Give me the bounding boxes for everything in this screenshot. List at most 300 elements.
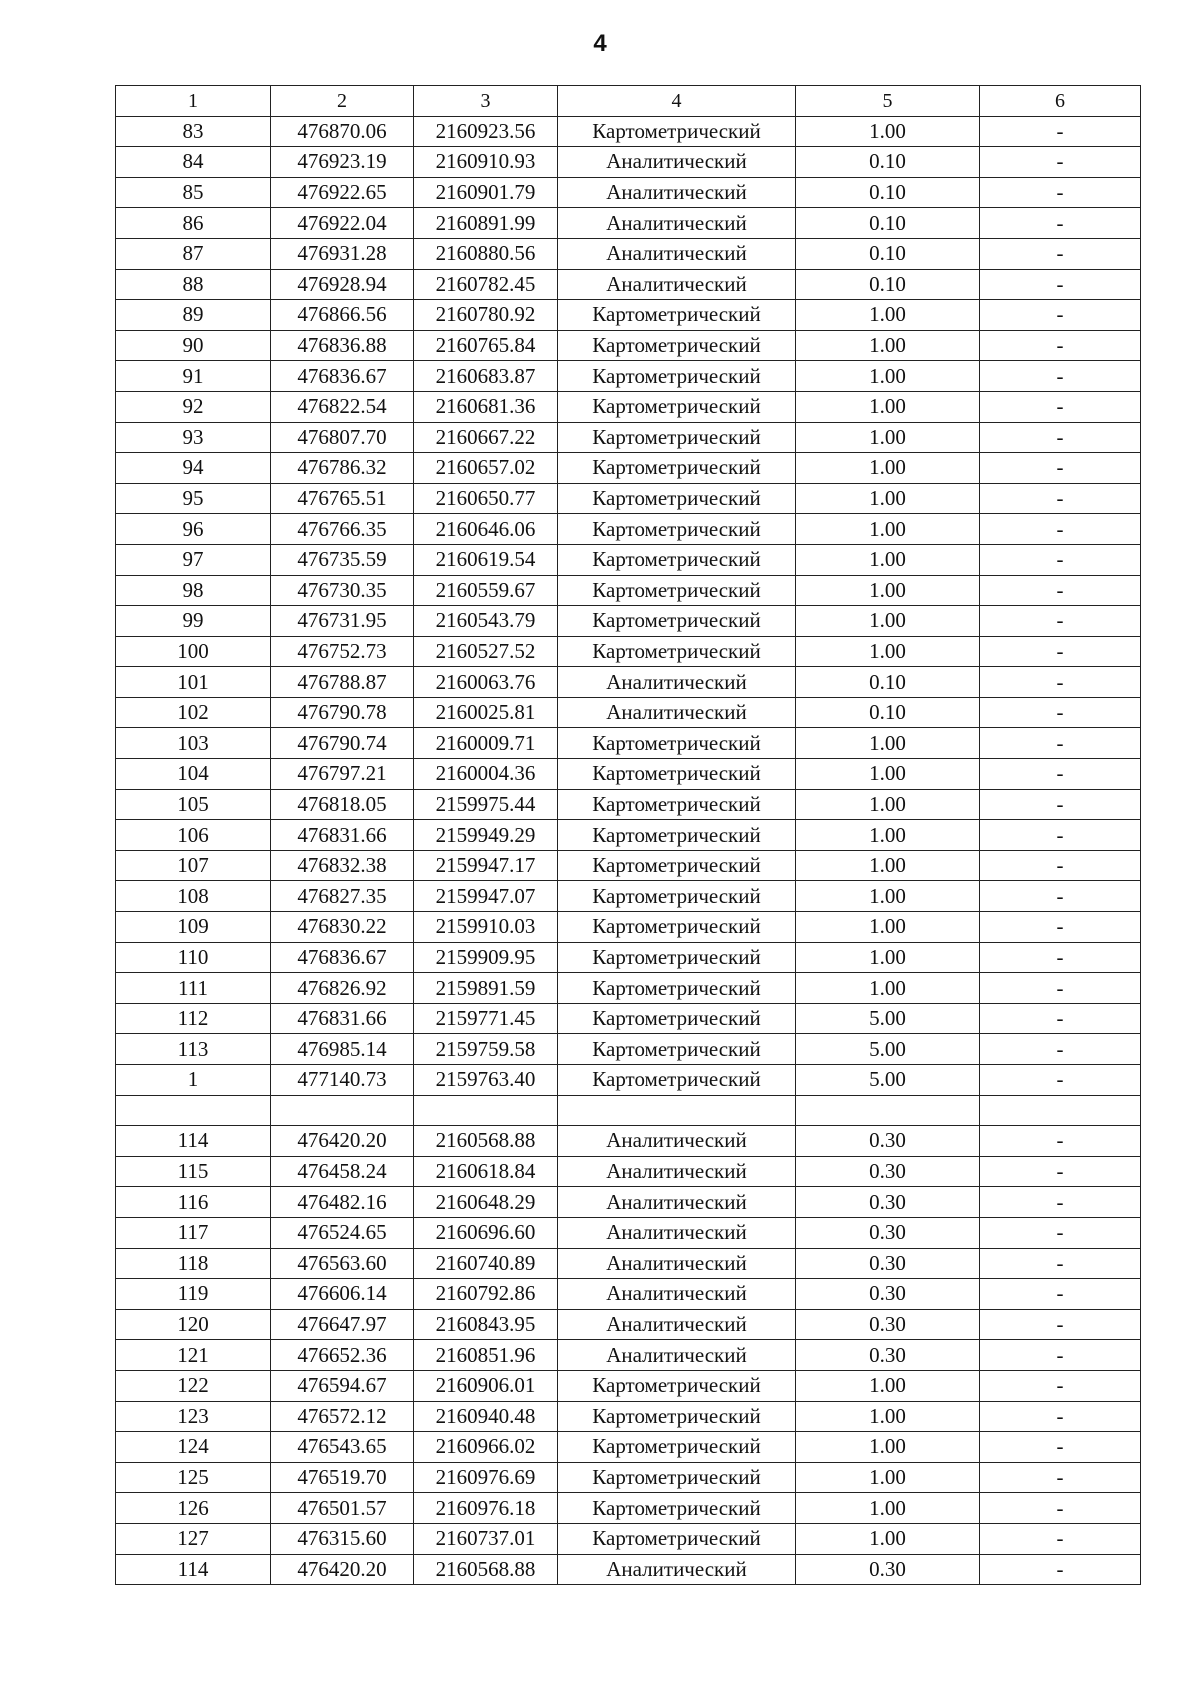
note-cell: - <box>980 789 1141 820</box>
y-coordinate-cell: 2160683.87 <box>414 361 558 392</box>
y-coordinate-cell: 2159891.59 <box>414 973 558 1004</box>
table-row <box>116 1095 1141 1126</box>
method-cell: Картометрический <box>558 636 796 667</box>
note-cell: - <box>980 1217 1141 1248</box>
note-cell: - <box>980 942 1141 973</box>
point-number-cell: 123 <box>116 1401 271 1432</box>
note-cell: - <box>980 1065 1141 1096</box>
accuracy-cell: 1.00 <box>796 1462 980 1493</box>
point-number-cell: 106 <box>116 820 271 851</box>
table-row <box>116 422 1141 453</box>
y-coordinate-cell: 2160063.76 <box>414 667 558 698</box>
table-header <box>116 86 1141 117</box>
point-number-cell: 95 <box>116 483 271 514</box>
point-number-cell: 99 <box>116 606 271 637</box>
x-coordinate-cell: 476797.21 <box>271 759 414 790</box>
table-row <box>116 238 1141 269</box>
method-cell: Аналитический <box>558 1217 796 1248</box>
table-row <box>116 881 1141 912</box>
point-number-cell: 117 <box>116 1217 271 1248</box>
point-number-cell: 90 <box>116 330 271 361</box>
x-coordinate-cell: 476826.92 <box>271 973 414 1004</box>
note-cell: - <box>980 973 1141 1004</box>
x-coordinate-cell: 476572.12 <box>271 1401 414 1432</box>
table-row <box>116 759 1141 790</box>
table-row <box>116 1034 1141 1065</box>
accuracy-cell: 0.10 <box>796 177 980 208</box>
point-number-cell: 116 <box>116 1187 271 1218</box>
method-cell: Картометрический <box>558 1003 796 1034</box>
y-coordinate-cell: 2159975.44 <box>414 789 558 820</box>
method-cell: Аналитический <box>558 208 796 239</box>
accuracy-cell: 1.00 <box>796 789 980 820</box>
point-number-cell: 85 <box>116 177 271 208</box>
point-number-cell: 119 <box>116 1279 271 1310</box>
y-coordinate-cell: 2160901.79 <box>414 177 558 208</box>
point-number-cell: 121 <box>116 1340 271 1371</box>
x-coordinate-cell: 476563.60 <box>271 1248 414 1279</box>
accuracy-cell: 5.00 <box>796 1034 980 1065</box>
accuracy-cell: 1.00 <box>796 1493 980 1524</box>
table-row <box>116 1156 1141 1187</box>
point-number-cell: 118 <box>116 1248 271 1279</box>
method-cell: Картометрический <box>558 453 796 484</box>
x-coordinate-cell <box>271 1095 414 1126</box>
x-coordinate-cell: 476807.70 <box>271 422 414 453</box>
note-cell: - <box>980 422 1141 453</box>
point-number-cell: 113 <box>116 1034 271 1065</box>
method-cell: Картометрический <box>558 116 796 147</box>
x-coordinate-cell: 476790.74 <box>271 728 414 759</box>
x-coordinate-cell: 476766.35 <box>271 514 414 545</box>
accuracy-cell: 1.00 <box>796 483 980 514</box>
method-cell: Картометрический <box>558 942 796 973</box>
accuracy-cell: 0.30 <box>796 1217 980 1248</box>
method-cell: Аналитический <box>558 1340 796 1371</box>
x-coordinate-cell: 476786.32 <box>271 453 414 484</box>
method-cell: Аналитический <box>558 1156 796 1187</box>
table-row <box>116 1003 1141 1034</box>
y-coordinate-cell: 2160910.93 <box>414 147 558 178</box>
table-row <box>116 1309 1141 1340</box>
x-coordinate-cell: 476831.66 <box>271 820 414 851</box>
y-coordinate-cell: 2160843.95 <box>414 1309 558 1340</box>
y-coordinate-cell: 2160696.60 <box>414 1217 558 1248</box>
accuracy-cell: 0.30 <box>796 1309 980 1340</box>
x-coordinate-cell: 476836.67 <box>271 942 414 973</box>
method-cell <box>558 1095 796 1126</box>
accuracy-cell: 1.00 <box>796 636 980 667</box>
accuracy-cell: 0.30 <box>796 1279 980 1310</box>
x-coordinate-cell: 476923.19 <box>271 147 414 178</box>
coordinates-table <box>115 85 1141 1585</box>
x-coordinate-cell: 476931.28 <box>271 238 414 269</box>
x-coordinate-cell: 476831.66 <box>271 1003 414 1034</box>
note-cell: - <box>980 147 1141 178</box>
method-cell: Картометрический <box>558 1370 796 1401</box>
point-number-cell: 126 <box>116 1493 271 1524</box>
point-number-cell: 93 <box>116 422 271 453</box>
x-coordinate-cell: 476790.78 <box>271 697 414 728</box>
method-cell: Аналитический <box>558 1309 796 1340</box>
method-cell: Аналитический <box>558 1126 796 1157</box>
accuracy-cell: 1.00 <box>796 759 980 790</box>
y-coordinate-cell: 2159771.45 <box>414 1003 558 1034</box>
point-number-cell: 114 <box>116 1554 271 1585</box>
x-coordinate-cell: 476922.65 <box>271 177 414 208</box>
x-coordinate-cell: 476836.67 <box>271 361 414 392</box>
x-coordinate-cell: 476594.67 <box>271 1370 414 1401</box>
table-row <box>116 820 1141 851</box>
x-coordinate-cell: 476606.14 <box>271 1279 414 1310</box>
accuracy-cell: 1.00 <box>796 422 980 453</box>
note-cell: - <box>980 391 1141 422</box>
x-coordinate-cell: 476822.54 <box>271 391 414 422</box>
accuracy-cell: 1.00 <box>796 1401 980 1432</box>
header-cell: 3 <box>414 86 558 117</box>
table-row <box>116 1554 1141 1585</box>
y-coordinate-cell: 2160976.18 <box>414 1493 558 1524</box>
accuracy-cell: 1.00 <box>796 820 980 851</box>
x-coordinate-cell: 476420.20 <box>271 1126 414 1157</box>
accuracy-cell: 0.10 <box>796 208 980 239</box>
note-cell: - <box>980 1034 1141 1065</box>
note-cell: - <box>980 483 1141 514</box>
table-row <box>116 1217 1141 1248</box>
method-cell: Картометрический <box>558 1401 796 1432</box>
point-number-cell: 122 <box>116 1370 271 1401</box>
note-cell: - <box>980 1156 1141 1187</box>
header-cell: 1 <box>116 86 271 117</box>
note-cell: - <box>980 697 1141 728</box>
table-row <box>116 942 1141 973</box>
header-cell: 2 <box>271 86 414 117</box>
note-cell: - <box>980 1126 1141 1157</box>
point-number-cell: 110 <box>116 942 271 973</box>
y-coordinate-cell: 2160780.92 <box>414 300 558 331</box>
method-cell: Картометрический <box>558 361 796 392</box>
accuracy-cell: 0.30 <box>796 1156 980 1187</box>
table-row <box>116 147 1141 178</box>
y-coordinate-cell: 2160667.22 <box>414 422 558 453</box>
accuracy-cell: 5.00 <box>796 1003 980 1034</box>
accuracy-cell: 1.00 <box>796 453 980 484</box>
accuracy-cell: 1.00 <box>796 1370 980 1401</box>
table-row <box>116 116 1141 147</box>
point-number-cell: 89 <box>116 300 271 331</box>
table-row <box>116 728 1141 759</box>
method-cell: Картометрический <box>558 575 796 606</box>
y-coordinate-cell: 2160880.56 <box>414 238 558 269</box>
x-coordinate-cell: 476735.59 <box>271 544 414 575</box>
table-row <box>116 177 1141 208</box>
note-cell: - <box>980 575 1141 606</box>
method-cell: Аналитический <box>558 1554 796 1585</box>
accuracy-cell: 1.00 <box>796 606 980 637</box>
y-coordinate-cell: 2160009.71 <box>414 728 558 759</box>
y-coordinate-cell: 2160782.45 <box>414 269 558 300</box>
table-row <box>116 1432 1141 1463</box>
point-number-cell: 108 <box>116 881 271 912</box>
point-number-cell: 94 <box>116 453 271 484</box>
accuracy-cell: 0.30 <box>796 1554 980 1585</box>
accuracy-cell: 1.00 <box>796 1432 980 1463</box>
point-number-cell: 120 <box>116 1309 271 1340</box>
y-coordinate-cell: 2160923.56 <box>414 116 558 147</box>
method-cell: Картометрический <box>558 483 796 514</box>
table-row <box>116 850 1141 881</box>
method-cell: Аналитический <box>558 238 796 269</box>
x-coordinate-cell: 476818.05 <box>271 789 414 820</box>
method-cell: Картометрический <box>558 300 796 331</box>
note-cell: - <box>980 820 1141 851</box>
x-coordinate-cell: 477140.73 <box>271 1065 414 1096</box>
note-cell: - <box>980 1370 1141 1401</box>
point-number-cell: 105 <box>116 789 271 820</box>
method-cell: Картометрический <box>558 850 796 881</box>
x-coordinate-cell: 476928.94 <box>271 269 414 300</box>
x-coordinate-cell: 476870.06 <box>271 116 414 147</box>
table-row <box>116 1493 1141 1524</box>
table-row <box>116 667 1141 698</box>
x-coordinate-cell: 476543.65 <box>271 1432 414 1463</box>
x-coordinate-cell: 476830.22 <box>271 912 414 943</box>
point-number-cell: 104 <box>116 759 271 790</box>
y-coordinate-cell <box>414 1095 558 1126</box>
x-coordinate-cell: 476985.14 <box>271 1034 414 1065</box>
method-cell: Аналитический <box>558 147 796 178</box>
note-cell: - <box>980 636 1141 667</box>
table-row <box>116 1370 1141 1401</box>
note-cell: - <box>980 728 1141 759</box>
note-cell: - <box>980 606 1141 637</box>
table-row <box>116 391 1141 422</box>
note-cell: - <box>980 850 1141 881</box>
point-number-cell: 109 <box>116 912 271 943</box>
x-coordinate-cell: 476866.56 <box>271 300 414 331</box>
y-coordinate-cell: 2160650.77 <box>414 483 558 514</box>
method-cell: Картометрический <box>558 789 796 820</box>
point-number-cell: 96 <box>116 514 271 545</box>
accuracy-cell: 0.30 <box>796 1248 980 1279</box>
method-cell: Картометрический <box>558 1432 796 1463</box>
x-coordinate-cell: 476731.95 <box>271 606 414 637</box>
accuracy-cell: 1.00 <box>796 544 980 575</box>
x-coordinate-cell: 476730.35 <box>271 575 414 606</box>
table-row <box>116 789 1141 820</box>
x-coordinate-cell: 476788.87 <box>271 667 414 698</box>
method-cell: Картометрический <box>558 1523 796 1554</box>
x-coordinate-cell: 476524.65 <box>271 1217 414 1248</box>
table-row <box>116 300 1141 331</box>
table-row <box>116 361 1141 392</box>
x-coordinate-cell: 476765.51 <box>271 483 414 514</box>
accuracy-cell: 1.00 <box>796 1523 980 1554</box>
table-row <box>116 1279 1141 1310</box>
accuracy-cell: 0.30 <box>796 1340 980 1371</box>
note-cell: - <box>980 912 1141 943</box>
point-number-cell: 125 <box>116 1462 271 1493</box>
y-coordinate-cell: 2160891.99 <box>414 208 558 239</box>
table-row <box>116 330 1141 361</box>
x-coordinate-cell: 476752.73 <box>271 636 414 667</box>
method-cell: Аналитический <box>558 1248 796 1279</box>
method-cell: Картометрический <box>558 1493 796 1524</box>
method-cell: Картометрический <box>558 973 796 1004</box>
point-number-cell: 92 <box>116 391 271 422</box>
x-coordinate-cell: 476647.97 <box>271 1309 414 1340</box>
y-coordinate-cell: 2160737.01 <box>414 1523 558 1554</box>
point-number-cell: 112 <box>116 1003 271 1034</box>
accuracy-cell: 1.00 <box>796 300 980 331</box>
accuracy-cell: 1.00 <box>796 942 980 973</box>
accuracy-cell: 1.00 <box>796 728 980 759</box>
method-cell: Картометрический <box>558 912 796 943</box>
table-row <box>116 636 1141 667</box>
accuracy-cell: 0.10 <box>796 269 980 300</box>
note-cell <box>980 1095 1141 1126</box>
table-row <box>116 544 1141 575</box>
note-cell: - <box>980 330 1141 361</box>
y-coordinate-cell: 2159949.29 <box>414 820 558 851</box>
header-cell: 6 <box>980 86 1141 117</box>
point-number-cell: 91 <box>116 361 271 392</box>
accuracy-cell: 1.00 <box>796 912 980 943</box>
point-number-cell: 115 <box>116 1156 271 1187</box>
y-coordinate-cell: 2160906.01 <box>414 1370 558 1401</box>
x-coordinate-cell: 476827.35 <box>271 881 414 912</box>
method-cell: Аналитический <box>558 697 796 728</box>
point-number-cell: 114 <box>116 1126 271 1157</box>
accuracy-cell: 0.10 <box>796 238 980 269</box>
table-row <box>116 1340 1141 1371</box>
accuracy-cell: 1.00 <box>796 973 980 1004</box>
note-cell: - <box>980 1340 1141 1371</box>
method-cell: Картометрический <box>558 759 796 790</box>
accuracy-cell: 0.10 <box>796 697 980 728</box>
accuracy-cell: 0.30 <box>796 1187 980 1218</box>
y-coordinate-cell: 2160619.54 <box>414 544 558 575</box>
point-number-cell: 102 <box>116 697 271 728</box>
table-row <box>116 453 1141 484</box>
note-cell: - <box>980 544 1141 575</box>
note-cell: - <box>980 300 1141 331</box>
accuracy-cell: 0.30 <box>796 1126 980 1157</box>
accuracy-cell: 1.00 <box>796 116 980 147</box>
method-cell: Картометрический <box>558 1065 796 1096</box>
x-coordinate-cell: 476458.24 <box>271 1156 414 1187</box>
y-coordinate-cell: 2160940.48 <box>414 1401 558 1432</box>
point-number-cell: 124 <box>116 1432 271 1463</box>
note-cell: - <box>980 1432 1141 1463</box>
point-number-cell: 101 <box>116 667 271 698</box>
y-coordinate-cell: 2160527.52 <box>414 636 558 667</box>
method-cell: Аналитический <box>558 1279 796 1310</box>
table-row <box>116 1401 1141 1432</box>
accuracy-cell: 1.00 <box>796 361 980 392</box>
header-row <box>116 86 1141 117</box>
table-row <box>116 483 1141 514</box>
note-cell: - <box>980 208 1141 239</box>
y-coordinate-cell: 2159759.58 <box>414 1034 558 1065</box>
x-coordinate-cell: 476652.36 <box>271 1340 414 1371</box>
method-cell: Картометрический <box>558 391 796 422</box>
note-cell: - <box>980 1309 1141 1340</box>
point-number-cell <box>116 1095 271 1126</box>
y-coordinate-cell: 2160543.79 <box>414 606 558 637</box>
method-cell: Картометрический <box>558 544 796 575</box>
note-cell: - <box>980 514 1141 545</box>
note-cell: - <box>980 1462 1141 1493</box>
note-cell: - <box>980 1523 1141 1554</box>
note-cell: - <box>980 1493 1141 1524</box>
table-row <box>116 1248 1141 1279</box>
accuracy-cell: 1.00 <box>796 391 980 422</box>
note-cell: - <box>980 1003 1141 1034</box>
accuracy-cell: 1.00 <box>796 514 980 545</box>
y-coordinate-cell: 2160004.36 <box>414 759 558 790</box>
x-coordinate-cell: 476519.70 <box>271 1462 414 1493</box>
point-number-cell: 84 <box>116 147 271 178</box>
y-coordinate-cell: 2159909.95 <box>414 942 558 973</box>
method-cell: Картометрический <box>558 820 796 851</box>
y-coordinate-cell: 2159947.17 <box>414 850 558 881</box>
page-number: 4 <box>593 30 607 57</box>
note-cell: - <box>980 759 1141 790</box>
x-coordinate-cell: 476482.16 <box>271 1187 414 1218</box>
table-body <box>116 116 1141 1585</box>
x-coordinate-cell: 476420.20 <box>271 1554 414 1585</box>
method-cell: Картометрический <box>558 422 796 453</box>
note-cell: - <box>980 1279 1141 1310</box>
note-cell: - <box>980 1187 1141 1218</box>
table-row <box>116 697 1141 728</box>
note-cell: - <box>980 361 1141 392</box>
x-coordinate-cell: 476922.04 <box>271 208 414 239</box>
note-cell: - <box>980 453 1141 484</box>
method-cell: Картометрический <box>558 1034 796 1065</box>
y-coordinate-cell: 2160568.88 <box>414 1126 558 1157</box>
y-coordinate-cell: 2160646.06 <box>414 514 558 545</box>
point-number-cell: 111 <box>116 973 271 1004</box>
table-row <box>116 1523 1141 1554</box>
table-row <box>116 269 1141 300</box>
accuracy-cell: 1.00 <box>796 575 980 606</box>
header-cell: 5 <box>796 86 980 117</box>
table-row <box>116 514 1141 545</box>
accuracy-cell: 0.10 <box>796 667 980 698</box>
table-row <box>116 912 1141 943</box>
accuracy-cell <box>796 1095 980 1126</box>
y-coordinate-cell: 2159947.07 <box>414 881 558 912</box>
note-cell: - <box>980 1248 1141 1279</box>
point-number-cell: 103 <box>116 728 271 759</box>
point-number-cell: 107 <box>116 850 271 881</box>
point-number-cell: 1 <box>116 1065 271 1096</box>
table-row <box>116 208 1141 239</box>
note-cell: - <box>980 238 1141 269</box>
point-number-cell: 83 <box>116 116 271 147</box>
y-coordinate-cell: 2160618.84 <box>414 1156 558 1187</box>
y-coordinate-cell: 2160657.02 <box>414 453 558 484</box>
method-cell: Аналитический <box>558 269 796 300</box>
accuracy-cell: 5.00 <box>796 1065 980 1096</box>
y-coordinate-cell: 2160851.96 <box>414 1340 558 1371</box>
y-coordinate-cell: 2160740.89 <box>414 1248 558 1279</box>
note-cell: - <box>980 881 1141 912</box>
x-coordinate-cell: 476501.57 <box>271 1493 414 1524</box>
point-number-cell: 88 <box>116 269 271 300</box>
